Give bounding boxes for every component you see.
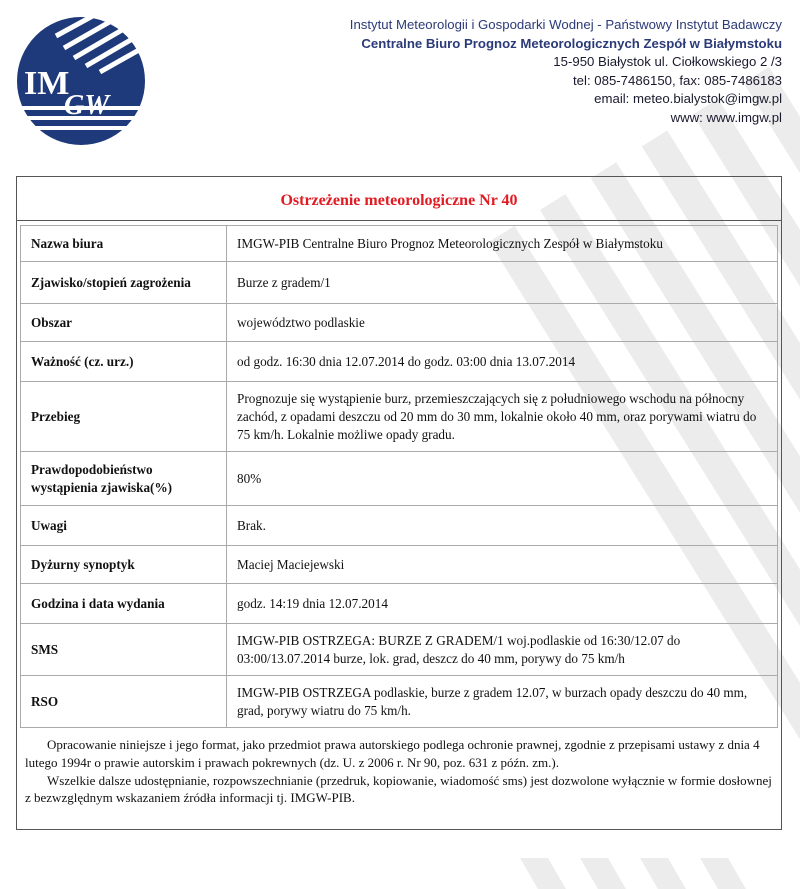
row-value: IMGW-PIB Centralne Biuro Prognoz Meteorologicznych Zespół w Białymstoku bbox=[227, 226, 778, 262]
table-row bbox=[21, 304, 778, 342]
table-row bbox=[21, 546, 778, 584]
usage-paragraph: Wszelkie dalsze udostępnianie, rozpowszechnianie (przedruk, kopiowanie, wiadomość sms) jest dozwolone wyłącznie w formie dosłownej z bezwzględnym wskazaniem źródła informacji tj. IMGW-PIB. bbox=[25, 772, 772, 806]
table-row bbox=[21, 506, 778, 546]
row-value: godz. 14:19 dnia 12.07.2014 bbox=[227, 584, 778, 624]
row-value: Prognozuje się wystąpienie burz, przemieszczających się z południowego wschodu na północny zachód, z opadami deszczu od 20 mm do 30 mm, lokalnie około 40 mm, oraz porywami wiatru do 75 km/h. Lokalnie możliwe opady gradu. bbox=[227, 382, 778, 452]
table-row bbox=[21, 676, 778, 728]
title-box bbox=[17, 177, 781, 221]
row-value: Brak. bbox=[227, 506, 778, 546]
row-value: 80% bbox=[227, 452, 778, 506]
row-label: Dyżurny synoptyk bbox=[21, 546, 227, 584]
row-label: Nazwa biura bbox=[21, 226, 227, 262]
table-row bbox=[21, 226, 778, 262]
row-value: IMGW-PIB OSTRZEGA podlaskie, burze z gradem 12.07, w burzach opady deszczu do 40 mm, grad, porywy wiatru do 75 km/h. bbox=[227, 676, 778, 728]
institute-name: Instytut Meteorologii i Gospodarki Wodnej - Państwowy Instytut Badawczy bbox=[349, 17, 782, 32]
table-row bbox=[21, 624, 778, 676]
row-value: Maciej Maciejewski bbox=[227, 546, 778, 584]
row-value: Burze z gradem/1 bbox=[227, 262, 778, 304]
row-label: Zjawisko/stopień zagrożenia bbox=[21, 262, 227, 304]
row-label: Przebieg bbox=[21, 382, 227, 452]
copyright-notice bbox=[17, 728, 781, 807]
bureau-name: Centralne Biuro Prognoz Meteorologicznych Zespół w Białymstoku bbox=[361, 35, 782, 51]
row-value: IMGW-PIB OSTRZEGA: BURZE Z GRADEM/1 woj.podlaskie od 16:30/12.07 do 03:00/13.07.2014 burze, lok. grad, deszcz do 40 mm, porywy do 75 km/h bbox=[227, 624, 778, 676]
row-label: Uwagi bbox=[21, 506, 227, 546]
logo-text-top: IM bbox=[24, 65, 70, 102]
row-value: województwo podlaskie bbox=[227, 304, 778, 342]
row-value: od godz. 16:30 dnia 12.07.2014 do godz. 03:00 dnia 13.07.2014 bbox=[227, 342, 778, 382]
row-label: SMS bbox=[21, 624, 227, 676]
warning-document bbox=[16, 176, 782, 830]
contact-block bbox=[350, 16, 782, 127]
copyright-paragraph: Opracowanie niniejsze i jego format, jako przedmiot prawa autorskiego podlega ochronie prawnej, zgodnie z przepisami ustawy z dnia 4 lutego 1994r o prawie autorskim i prawach pokrewnych (dz. U. z 2006 r. Nr 90, poz. 631 z późn. zm.). bbox=[25, 737, 760, 770]
email: email: meteo.bialystok@imgw.pl bbox=[594, 91, 782, 106]
row-label: RSO bbox=[21, 676, 227, 728]
table-row bbox=[21, 262, 778, 304]
row-label: Obszar bbox=[21, 304, 227, 342]
phone-fax: tel: 085-7486150, fax: 085-7486183 bbox=[573, 72, 782, 88]
table-row bbox=[21, 452, 778, 506]
logo-text-bottom: GW bbox=[64, 90, 110, 121]
table-row bbox=[21, 584, 778, 624]
warning-table bbox=[20, 225, 778, 728]
table-row bbox=[21, 342, 778, 382]
row-label: Prawdopodobieństwo wystąpienia zjawiska(%) bbox=[21, 452, 227, 506]
address: 15-950 Białystok ul. Ciołkowskiego 2 /3 bbox=[553, 54, 782, 69]
warning-title: Ostrzeżenie meteorologiczne Nr 40 bbox=[280, 191, 518, 209]
row-label: Ważność (cz. urz.) bbox=[21, 342, 227, 382]
table-row bbox=[21, 382, 778, 452]
website: www: www.imgw.pl bbox=[670, 109, 782, 125]
letterhead bbox=[0, 0, 800, 160]
row-label: Godzina i data wydania bbox=[21, 584, 227, 624]
imgw-logo bbox=[16, 16, 146, 146]
